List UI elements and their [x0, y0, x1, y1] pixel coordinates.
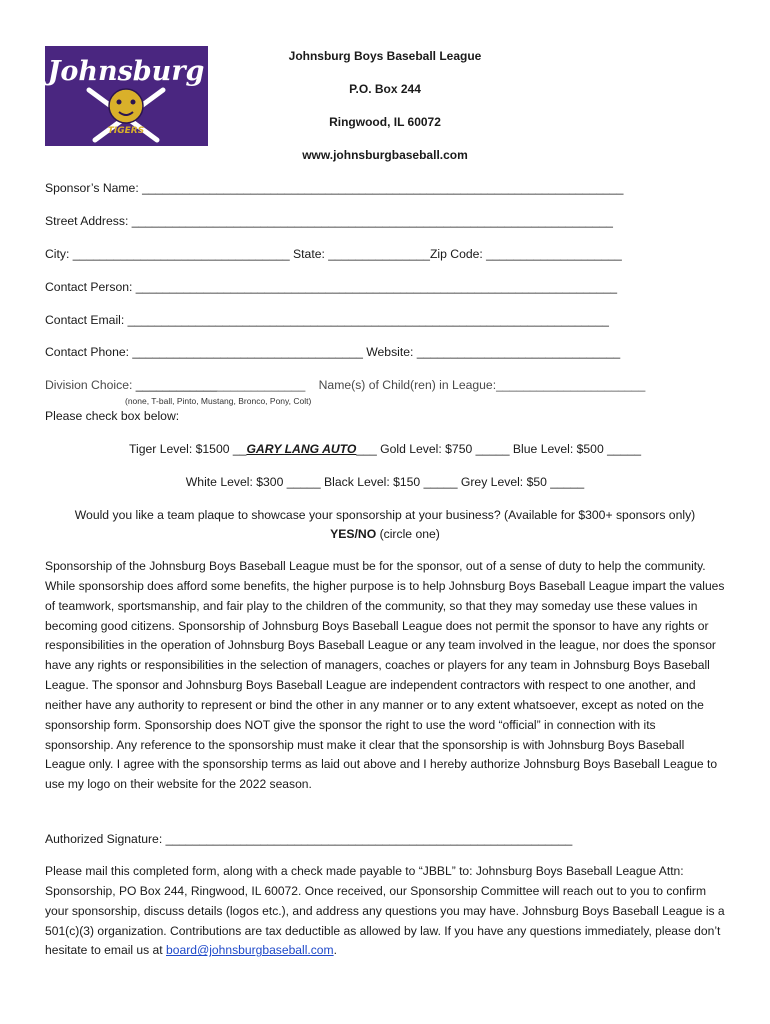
tiger-level-sponsor[interactable]: GARY LANG AUTO [246, 442, 357, 456]
contact-phone-website-field[interactable]: Contact Phone: __________________________________ Website: ______________________________ [45, 345, 621, 359]
contact-email-field[interactable]: Contact Email: _______________________________________________________________________ [45, 313, 609, 327]
division-hint: (none, T-ball, Pinto, Mustang, Bronco, Pony, Colt) [125, 396, 312, 406]
level-row-1 [0, 442, 770, 456]
org-website: www.johnsburgbaseball.com [302, 148, 468, 162]
tiger-logo-icon [45, 46, 208, 146]
street-address-field[interactable]: Street Address: _______________________________________________________________________ [45, 214, 613, 228]
mail-instructions [45, 862, 725, 961]
logo-wordmark: Johnsburg [47, 56, 205, 87]
org-city: Ringwood, IL 60072 [329, 115, 441, 129]
plaque-yes-no[interactable]: YES/NO [330, 527, 377, 541]
sponsor-name-field[interactable]: Sponsor’s Name: _______________________________________________________________________ [45, 181, 624, 195]
signature-field[interactable]: Authorized Signature: ____________________________________________________________ [45, 832, 573, 846]
city-state-zip-field[interactable]: City: ________________________________ State: _______________Zip Code: ____________________ [45, 247, 622, 261]
children-label: Name(s) of Child(ren) in League: [318, 378, 497, 392]
check-prompt: Please check box below: [45, 409, 180, 423]
children-blank[interactable]: ______________________ [496, 378, 646, 392]
mail-text: Please mail this completed form, along with a check made payable to “JBBL” to: Johnsburg Boys Baseball League Attn: Sponsorship, PO Box 244, Ringwood, IL 60072. Once received, our Sponsorship Committee will reach out to you to confirm your sponsorship, discuss details (logos etc.), and address any questions you may have. Johnsburg Boys Baseball League is a 501(c)(3) organization. Contributions are tax deductible as allowed by law. If you have any questions immediately, please don’t hesitate to email us at [45, 864, 725, 958]
plaque-answer-row [0, 527, 770, 541]
po-box: P.O. Box 244 [349, 82, 421, 96]
division-blank-2[interactable]: _____________ [217, 378, 306, 392]
tiger-level-label: Tiger Level: $1500 __ [129, 442, 247, 456]
logo-team: TIGERS [107, 126, 145, 136]
terms-paragraph: Sponsorship of the Johnsburg Boys Baseball League must be for the sponsor, out of a sense of duty to help the community. While sponsorship does afford some benefits, the higher purpose is to help Johnsburg Boys Baseball League impart the values of teamwork, sportsmanship, and fair play to the children of the community, so that they may someday use these values in becoming good citizens. Sponsorship of Johnsburg Boys Baseball League does not permit the sponsor to have any rights or responsibilities in the operation of Johnsburg Boys Baseball League or any team involved in the league, nor does the sponsor have any rights or responsibilities in the selection of managers, coaches or players for any team in Johnsburg Boys Baseball League. The sponsor and Johnsburg Boys Baseball League are independent contractors with respect to one another, and neither have any authority to represent or bind the other in any manner or to any extent whatsoever, except as noted on the sponsorship form. Sponsorship does NOT give the sponsor the right to use the word “official” in connection with its sponsorship. Any reference to the sponsorship must make it clear that the sponsorship is with Johnsburg Boys Baseball League only. I agree with the sponsorship terms as laid out above and I hereby authorize Johnsburg Boys Baseball League to use my logo on their website for the 2022 season. [45, 559, 725, 792]
contact-person-field[interactable]: Contact Person: _______________________________________________________________________ [45, 280, 618, 294]
mail-end: . [333, 943, 337, 958]
league-logo [45, 46, 208, 146]
email-link[interactable]: board@johnsburgbaseball.com [166, 943, 334, 958]
division-label: Division Choice: [45, 378, 136, 392]
division-row [45, 378, 645, 392]
division-blank[interactable]: ____________ [135, 378, 218, 392]
plaque-hint: (circle one) [376, 527, 440, 541]
plaque-question: Would you like a team plaque to showcase your sponsorship at your business? (Available for $300+ sponsors only) [74, 508, 696, 522]
level-row-2[interactable]: White Level: $300 _____ Black Level: $150 _____ Grey Level: $50 _____ [185, 475, 585, 489]
org-name: Johnsburg Boys Baseball League [288, 49, 482, 63]
level-row-1-rest[interactable]: ___ Gold Level: $750 _____ Blue Level: $500 _____ [356, 442, 641, 456]
